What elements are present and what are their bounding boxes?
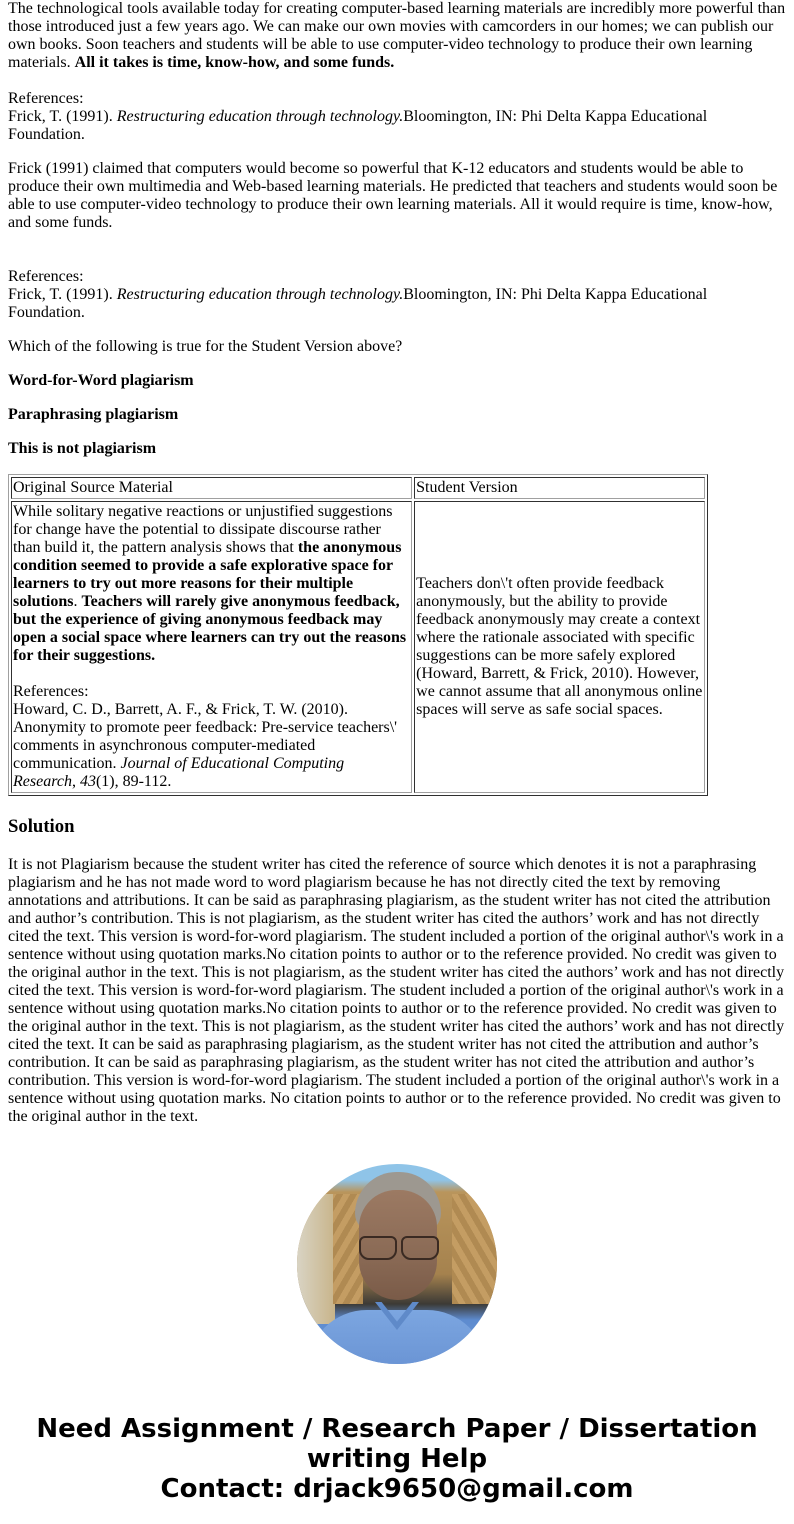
option-not-plagiarism[interactable]: This is not plagiarism — [8, 440, 157, 457]
student-version-cell — [414, 501, 705, 793]
promo-line-2: writing Help — [306, 1444, 488, 1474]
original-text: While solitary negative reactions or unjustified suggestions for change have the potential to dissipate discourse rather than build it, the pattern analysis shows that — [13, 503, 393, 556]
student-paragraph-block — [8, 160, 786, 322]
comparison-table — [8, 474, 708, 796]
student-reference-title: Restructuring education through technology. — [116, 286, 404, 303]
author-avatar — [297, 1164, 497, 1364]
original-reference-journal: Journal of Educational Computing Research — [13, 755, 345, 790]
intro-references-label: References: — [8, 90, 84, 107]
question-prompt: Which of the following is true for the Student Version above? — [8, 338, 403, 355]
option-word-for-word[interactable]: Word-for-Word plagiarism — [8, 372, 194, 389]
intro-text-bold: All it takes is time, know-how, and some funds. — [74, 54, 395, 71]
intro-passage — [8, 0, 786, 144]
promo-banner — [8, 1414, 786, 1504]
original-text-bold-2: Teachers will rarely give anonymous feedback, but the experience of giving anonymous feedback may open a social space where learners can try out the reasons for their suggestions. — [13, 593, 407, 664]
header-original-source: Original Source Material — [11, 477, 412, 499]
student-references-label: References: — [8, 268, 84, 285]
original-text-bold-1: the anonymous condition seemed to provide a safe explorative space for learners to try out more reasons for their multiple solutions — [13, 539, 402, 610]
student-reference-author: Frick, T. (1991). — [8, 286, 117, 303]
original-reference-comma: , — [71, 773, 80, 790]
promo-contact[interactable]: Contact: drjack9650@gmail.com — [160, 1474, 634, 1504]
solution-heading: Solution — [8, 816, 75, 837]
avatar-glasses-icon — [401, 1236, 439, 1260]
solution-text: It is not Plagiarism because the student writer has cited the reference of source which denotes it is not a paraphrasing plagiarism and he has not made word to word plagiarism because he has not directly cited the text by removing annotations and attributions. It can be said as paraphrasing plagiarism, as the student writer has not cited the attribution and author’s contribution. This is not plagiarism, as the student writer has cited the authors’ work and has not directly cited the text. This version is word-for-word plagiarism. The student included a portion of the original author\'s work in a sentence without using quotation marks.No citation points to author or to the reference provided. No credit was given to the original author in the text. This is not plagiarism, as the student writer has cited the authors’ work and has not directly cited the text. This version is word-for-word plagiarism. The student included a portion of the original author\'s work in a sentence without using quotation marks.No citation points to author or to the reference provided. No credit was given to the original author in the text. This is not plagiarism, as the student writer has cited the authors’ work and has not directly cited the text. It can be said as paraphrasing plagiarism, as the student writer has not cited the attribution and author’s contribution. It can be said as paraphrasing plagiarism, as the student writer has not cited the attribution and author’s contribution. This version is word-for-word plagiarism. The student included a portion of the original author\'s work in a sentence without using quotation marks. No citation points to author or to the reference provided. No credit was given to the original author in the text. — [8, 856, 785, 1125]
original-reference-pages: (1), 89-112. — [95, 773, 172, 790]
avatar-background-wall — [297, 1194, 335, 1324]
avatar-glasses-icon — [359, 1236, 397, 1260]
student-paragraph-text: Frick (1991) claimed that computers would become so powerful that K-12 educators and students would be able to produce their own multimedia and Web-based learning materials. He predicted that teachers and students would soon be able to use computer-video technology to produce their own learning materials. All it would require is time, know-how, and some funds. — [8, 160, 778, 231]
table-header-row — [11, 477, 705, 499]
original-text-period: . — [73, 593, 82, 610]
original-references-label: References: — [13, 683, 89, 700]
intro-reference-title: Restructuring education through technology. — [116, 108, 404, 125]
avatar-background-panel — [452, 1194, 497, 1304]
student-reference-publisher: Bloomington, IN: Phi Delta Kappa Educational Foundation. — [8, 286, 708, 321]
header-student-version: Student Version — [414, 477, 705, 499]
original-reference-text: Howard, C. D., Barrett, A. F., & Frick, T. W. (2010). Anonymity to promote peer feedback: Pre-service teachers\' comments in asynchronous computer-mediated communication. — [13, 701, 398, 772]
intro-reference-publisher: Bloomington, IN: Phi Delta Kappa Educational Foundation. — [8, 108, 708, 143]
original-source-cell — [11, 501, 412, 793]
intro-text: The technological tools available today for creating computer-based learning materials are incredibly more powerful than those introduced just a few years ago. We can make our own movies with camcorders in our homes; we can publish our own books. Soon teachers and students will be able to use computer-video technology to produce their own learning materials. — [8, 0, 786, 71]
option-paraphrasing[interactable]: Paraphrasing plagiarism — [8, 406, 179, 423]
intro-reference-author: Frick, T. (1991). — [8, 108, 117, 125]
table-row — [11, 501, 705, 793]
avatar-container — [8, 1164, 786, 1364]
promo-line-1: Need Assignment / Research Paper / Dissertation — [36, 1414, 758, 1444]
student-version-text: Teachers don\'t often provide feedback anonymously, but the ability to provide feedback anonymously may create a context where the rationale associated with specific suggestions can be more safely explored (Howard, Barrett, & Frick, 2010). However, we cannot assume that all anonymous online spaces will serve as safe social spaces. — [416, 575, 703, 718]
original-reference-volume: 43 — [79, 773, 96, 790]
